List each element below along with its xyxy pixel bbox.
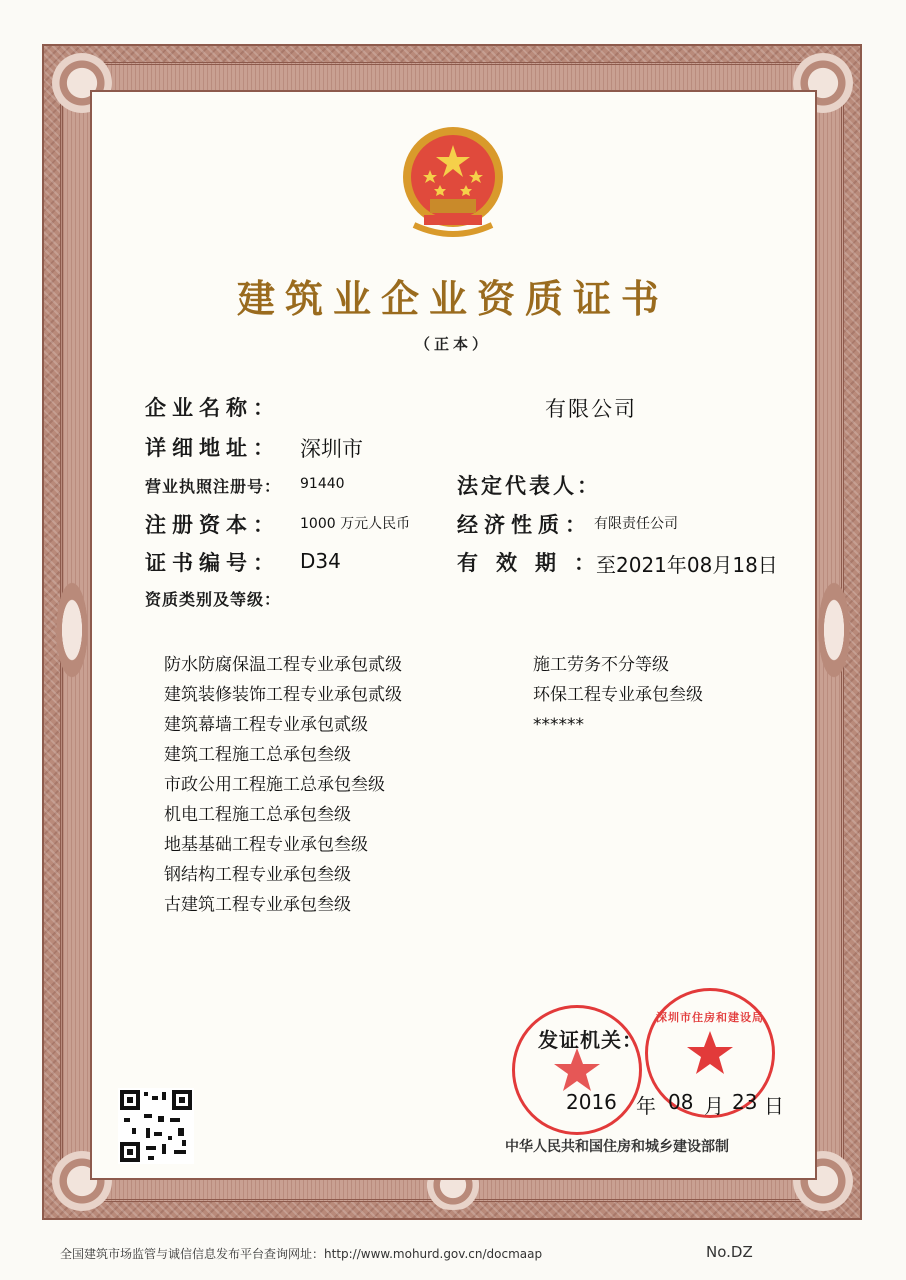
list-item: 机电工程施工总承包叁级: [164, 805, 351, 825]
footer-website-note: 全国建筑市场监管与诚信信息发布平台查询网址：http://www.mohurd.gov.cn/docmaap: [60, 1247, 543, 1261]
issue-year: 2016: [566, 1090, 617, 1114]
list-item: 建筑装修装饰工程专业承包贰级: [164, 685, 402, 705]
list-item: 地基基础工程专业承包叁级: [164, 835, 368, 855]
license-label: 营业执照注册号：: [145, 477, 282, 496]
list-item: 防水防腐保温工程专业承包贰级: [164, 655, 402, 675]
list-item: 建筑幕墙工程专业承包贰级: [164, 715, 368, 735]
issuer-label: 发证机关：: [538, 1028, 643, 1052]
side-ornament-icon: [814, 570, 854, 690]
footer-serial-label: No.DZ: [706, 1243, 753, 1261]
qualifications-right-list: [533, 650, 703, 740]
list-item: ******: [533, 715, 584, 735]
list-item: 环保工程专业承包叁级: [533, 685, 703, 705]
economic-nature-label: 经济性质：: [457, 513, 592, 537]
certificate-title: 建筑业企业资质证书: [236, 276, 669, 321]
validity-label: 有效期：: [457, 551, 613, 575]
list-item: 钢结构工程专业承包叁级: [164, 865, 351, 885]
license-value: 91440: [300, 476, 345, 492]
national-emblem-icon: [400, 125, 506, 240]
list-item: 建筑工程施工总承包叁级: [164, 745, 351, 765]
capital-label: 注册资本：: [145, 513, 280, 537]
issue-month-unit: 月: [704, 1094, 724, 1118]
economic-nature-value: 有限责任公司: [594, 516, 678, 532]
issue-day-unit: 日: [764, 1094, 784, 1118]
address-label: 详细地址：: [145, 436, 280, 460]
company-name-label: 企业名称：: [145, 396, 280, 420]
certificate-subtitle: （正本）: [414, 335, 491, 353]
validity-value: 至2021年08月18日: [596, 553, 778, 577]
qualification-label: 资质类别及等级：: [145, 590, 282, 609]
company-name-value: 有限公司: [545, 397, 637, 421]
address-value: 深圳市: [300, 437, 363, 461]
issue-day: 23: [732, 1090, 758, 1114]
cert-number-label: 证书编号：: [145, 551, 280, 575]
qr-code-icon: [118, 1088, 194, 1164]
qualifications-left-list: [164, 650, 402, 920]
maker-note: 中华人民共和国住房和城乡建设部制: [505, 1139, 729, 1155]
list-item: 市政公用工程施工总承包叁级: [164, 775, 385, 795]
list-item: 古建筑工程专业承包叁级: [164, 895, 351, 915]
issue-month: 08: [668, 1090, 694, 1114]
issue-year-unit: 年: [636, 1094, 656, 1118]
legal-rep-label: 法定代表人：: [457, 474, 601, 498]
cert-number-value: D34: [300, 549, 341, 573]
list-item: 施工劳务不分等级: [533, 655, 669, 675]
side-ornament-icon: [52, 570, 92, 690]
seal-text: 深圳市住房和建设局: [656, 1011, 764, 1024]
capital-value: 1000 万元人民币: [300, 516, 411, 532]
